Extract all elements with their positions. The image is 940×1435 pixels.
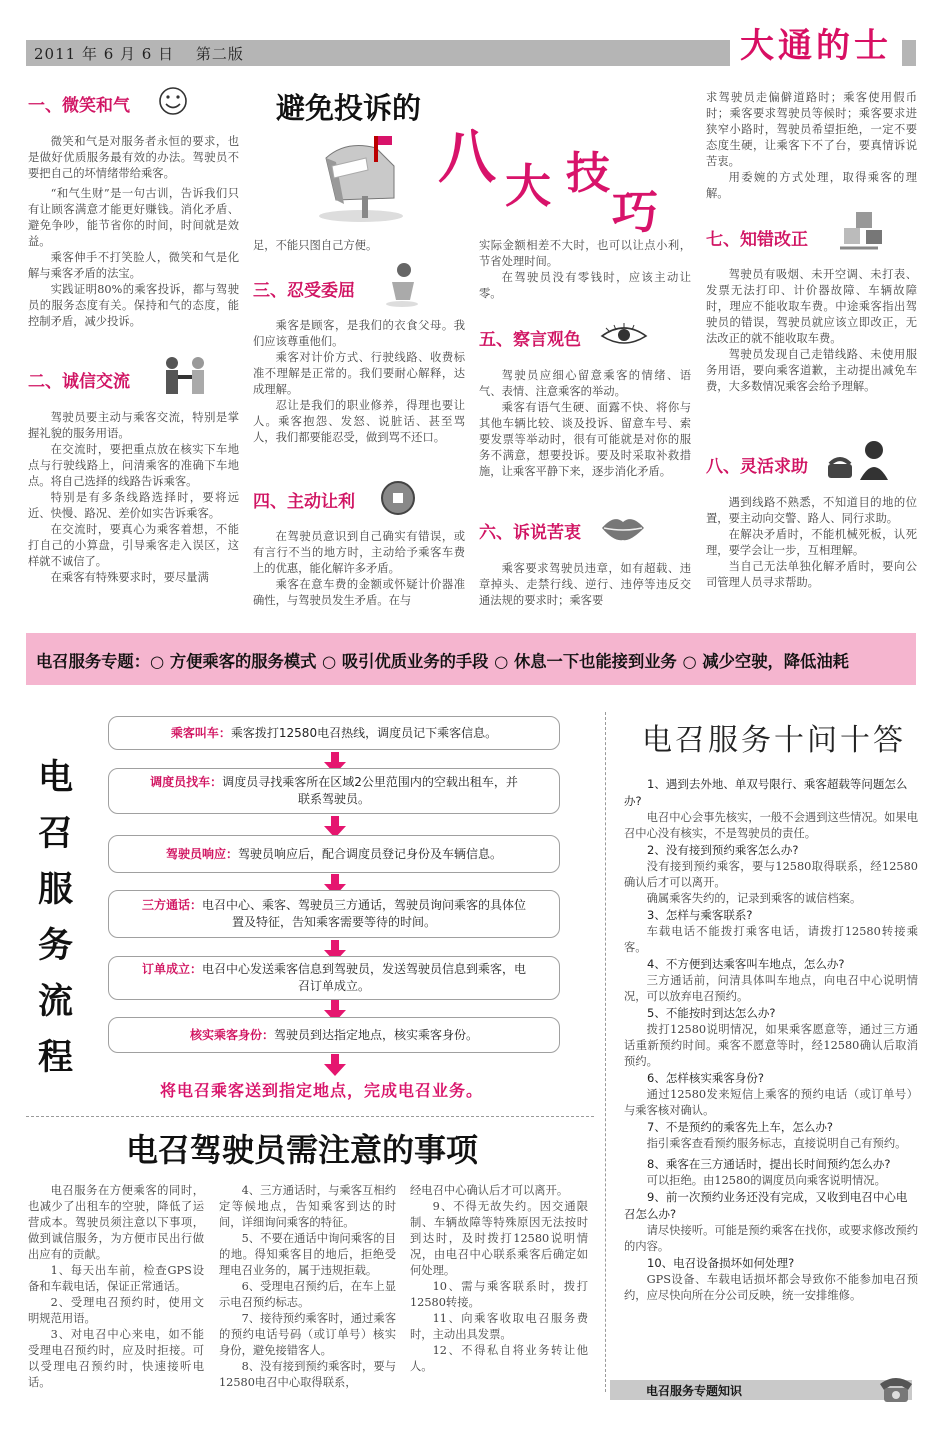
flow-step — [108, 716, 560, 750]
section-3-title: 三、忍受委屈 — [253, 281, 355, 301]
qa-question: 3、怎样与乘客联系? — [647, 908, 753, 922]
smiley-icon — [158, 86, 190, 116]
flow-step-label: 三方通话： — [141, 898, 202, 912]
lips-icon — [600, 512, 646, 542]
divider — [26, 1116, 594, 1117]
flow-step-label: 调度员找车： — [150, 775, 223, 789]
paragraph: 遇到线路不熟悉，不知道目的地的位置，要主动向交警、路人、同行求助。 — [706, 496, 917, 525]
paragraph: 11、向乘客收取电召服务费时，主动出具发票。 — [410, 1312, 588, 1341]
flow-title-char: 服 — [38, 869, 74, 910]
topic-banner-text: 电召服务专题：○ 方便乘客的服务模式 ○ 吸引优质业务的手段 ○ 休息一下也能接到业务 ○ 减少空驶，降低油耗 — [36, 652, 849, 671]
notes-column-3 — [410, 1183, 588, 1375]
qa-list — [624, 776, 918, 1304]
puzzle-hand-icon — [838, 208, 888, 254]
qa-answer: 确属乘客失约的，记录到乘客的诚信档案。 — [646, 892, 862, 905]
mailbox-icon — [306, 128, 416, 228]
eye-icon — [600, 322, 648, 348]
flow-step-text: 驾驶员到达指定地点，核实乘客身份。 — [274, 1027, 479, 1042]
section-2-title: 二、诚信交流 — [28, 372, 130, 392]
section-1-body — [28, 134, 239, 330]
paragraph: 乘客在意车费的金额或怀疑计价器准确性，与驾驶员发生矛盾。在与 — [253, 578, 465, 607]
flow-step-text: 乘客拨打12580电召热线，调度员记下乘客信息。 — [230, 725, 498, 740]
paragraph: 在解决矛盾时，不能机械死板，认死理，要学会让一步，互相理解。 — [706, 528, 917, 557]
notes-title: 电召驾驶员需注意的事项 — [126, 1131, 479, 1169]
paragraph: 3、对电召中心来电，如不能受理电召预约时，应及时拒接。可以受理电召预约时，快速接听电话。 — [28, 1328, 204, 1389]
section-7-title: 七、知错改正 — [706, 230, 808, 250]
qa-answer: 没有接到预约乘客，要与12580取得联系，经12580确认后才可以离开。 — [624, 860, 918, 889]
title-char-4: 巧 — [612, 185, 658, 239]
paragraph: 实践证明80%的乘客投诉，都与驾驶员的服务态度有关。保持和气的态度，能控制矛盾，减少投诉。 — [28, 283, 239, 328]
qa-question: 1、遇到去外地、单双号限行、乘客超载等问题怎么办? — [624, 777, 908, 808]
section-6-body — [479, 561, 691, 609]
newspaper-logo: 大通的士 — [730, 18, 902, 67]
flow-step — [108, 835, 560, 873]
paragraph: 乘客有语气生硬、面露不快、将你与其他车辆比较、谈及投诉、留意车号、索要发票等举动时，很有可能就是对你的服务不满意，想要投诉。要及时采取补救措施，让乘客平静下来，逐步消化矛盾。 — [479, 401, 691, 478]
qa-answer: 可以拒绝。由12580的调度员向乘客说明情况。 — [646, 1174, 886, 1187]
paragraph: 特别是有多条线路选择时，要将远近、快慢、路况、差价如实告诉乘客。 — [28, 491, 239, 520]
paragraph: 乘客对计价方式、行驶线路、收费标准不理解是正常的。我们要耐心解释，达成理解。 — [253, 351, 465, 396]
section-5-body — [479, 368, 691, 480]
paragraph: 乘客是顾客，是我们的衣食父母。我们应该尊重他们。 — [253, 319, 465, 348]
qa-question: 8、乘客在三方通话时，提出长时间预约怎么办? — [647, 1157, 891, 1171]
arrow-down-icon — [324, 1054, 346, 1076]
article-title: 避免投诉的 — [276, 91, 422, 125]
section-2-body — [28, 410, 239, 586]
issue-date: 2011 年 6 月 6 日 第二版 — [34, 45, 244, 63]
paragraph: 驾驶员要主动与乘客交流，特别是掌握礼貌的服务用语。 — [28, 411, 239, 440]
qa-answer: 车载电话不能拨打乘客电话，请拨打12580转接乘客。 — [624, 925, 918, 954]
flow-step — [108, 890, 560, 938]
flow-title-char: 流 — [38, 981, 74, 1022]
paragraph: 10、需与乘客联系时，拨打12580转接。 — [410, 1280, 588, 1309]
paragraph: 6、受理电召预约后，在车上显示电召预约标志。 — [219, 1280, 396, 1309]
qa-question: 9、前一次预约业务还没有完成，又收到电召中心电召怎么办? — [624, 1190, 908, 1221]
paragraph: 在驾驶员意识到自己确实有错误，或有言行不当的地方时，主动给予乘客车费上的优惠，能化解许多矛盾。 — [253, 530, 465, 575]
qa-question: 6、怎样核实乘客身份? — [647, 1071, 764, 1085]
paragraph: 用委婉的方式处理，取得乘客的理解。 — [706, 171, 917, 200]
flow-step — [108, 768, 560, 814]
paragraph: 驾驶员有吸烟、未开空调、未打表、发票无法打印、计价器故障、车辆故障时，理应不能收取车费。中途乘客指出驾驶员的错误，驾驶员就应该立即改正，无法改正的就不能收取车费。 — [706, 268, 917, 345]
qa-answer: GPS设备、车载电话损坏都会导致你不能参加电召预约，应尽快向所在分公司反映，统一安排维修。 — [624, 1273, 918, 1302]
qa-answer: 指引乘客查看预约服务标志，直接说明自己有预约。 — [646, 1137, 907, 1150]
flow-step-label: 订单成立： — [141, 962, 202, 976]
flow-step-text: 电召中心、乘客、驾驶员三方通话，驾驶员询问乘客的具体位置及特征，告知乘客需要等待的时间。 — [202, 898, 527, 929]
qa-question: 7、不是预约的乘客先上车，怎么办? — [647, 1120, 833, 1134]
divider — [605, 712, 606, 1392]
paragraph: 2、受理电召预约时，使用文明规范用语。 — [28, 1296, 204, 1325]
paragraph: 在乘客有特殊要求时，要尽量满 — [50, 571, 209, 584]
flow-step-text: 驾驶员响应后，配合调度员登记身份及车辆信息。 — [238, 846, 503, 861]
qa-question: 5、不能按时到达怎么办? — [647, 1006, 776, 1020]
qa-question: 2、没有接到预约乘客怎么办? — [647, 843, 799, 857]
coin-icon — [380, 480, 416, 516]
section-6-title: 六、诉说苦衷 — [479, 523, 581, 543]
qa-answer: 电召中心会事先核实，一般不会遇到这些情况。如果电召中心没有核实，不是驾驶员的责任。 — [624, 811, 918, 840]
section-1-title: 一、微笑和气 — [28, 96, 130, 116]
section-6-continued — [706, 90, 917, 202]
title-char-2: 大 — [505, 159, 551, 213]
section-8-title: 八、灵活求助 — [706, 457, 808, 477]
paragraph: 电召服务在方便乘客的同时，也减少了出租车的空驶，降低了运营成本。驾驶员须注意以下事项，做到诚信服务，为方便市民出行做出应有的贡献。 — [28, 1184, 204, 1261]
qa-footer-label: 电召服务专题知识 — [646, 1384, 743, 1398]
section-7-body — [706, 267, 917, 395]
title-char-3: 技 — [566, 148, 610, 199]
paragraph: 当自己无法单独化解矛盾时，要向公司管理人员寻求帮助。 — [706, 560, 917, 589]
flow-step-label: 驾驶员响应： — [165, 846, 238, 861]
paragraph: 7、接待预约乘客时，通过乘客的预约电话号码（或订单号）核实身份，避免接错客人。 — [219, 1312, 396, 1357]
paragraph: 5、不要在通话中询问乘客的目的地。得知乘客目的地后，拒绝受理电召业务的，属于违规拒载。 — [219, 1232, 396, 1277]
section-2-continued — [253, 238, 465, 254]
paragraph: 乘客伸手不打笑脸人，微笑和气是化解与乘客矛盾的法宝。 — [28, 251, 239, 280]
flow-step — [108, 1017, 560, 1053]
telephone-person-icon — [826, 438, 892, 482]
title-char-1: 八 — [438, 123, 497, 191]
person-kneeling-icon — [382, 262, 422, 308]
paragraph: 在驾驶员没有零钱时，应该主动让零。 — [479, 271, 691, 300]
flow-title-char: 程 — [38, 1037, 74, 1078]
paragraph: 12、不得私自将业务转让他人。 — [410, 1344, 588, 1373]
paragraph: 1、每天出车前，检查GPS设备和车载电话，保证正常通话。 — [28, 1264, 204, 1293]
notes-column-2 — [219, 1183, 396, 1391]
paragraph: 8、没有接到预约乘客时，要与12580电召中心取得联系， — [219, 1360, 396, 1389]
paragraph: 足，不能只图自己方便。 — [253, 239, 378, 252]
paragraph: 求驾驶员走偏僻道路时；乘客使用假币时；乘客要求驾驶员等候时；乘客要求进狭窄小路时，驾驶员希望拒绝，一定不要态度生硬，让乘客下不了台，要真情诉说苦衷。 — [706, 91, 917, 168]
flow-end-text: 将电召乘客送到指定地点，完成电召业务。 — [160, 1081, 484, 1100]
paragraph: 9、不得无故失约。因交通限制、车辆故障等特殊原因无法按时到达时，及时拨打12580说明情况，由电召中心联系乘客后确定如何处理。 — [410, 1200, 588, 1277]
paragraph: 驾驶员应细心留意乘客的情绪、语气、表情、注意乘客的举动。 — [479, 369, 691, 398]
paragraph: 微笑和气是对服务者永恒的要求，也是做好优质服务最有效的办法。驾驶员不要把自己的坏情绪带给乘客。 — [28, 135, 239, 180]
qa-answer: 通过12580发来短信上乘客的预约电话（或订单号）与乘客核对确认。 — [624, 1088, 918, 1117]
paragraph: 驾驶员发现自己走错线路、未使用服务用语，要向乘客道歉，主动提出减免车费，大多数情况乘客会给予理解。 — [706, 348, 917, 393]
notes-column-1 — [28, 1183, 204, 1391]
flow-step-text: 电召中心发送乘客信息到驾驶员，发送驾驶员信息到乘客，电召订单成立。 — [202, 962, 527, 993]
flow-title-char: 电 — [38, 757, 74, 798]
qa-question: 10、电召设备损坏如何处理? — [647, 1256, 795, 1270]
qa-answer: 请尽快接听。可能是预约乘客在找你，或要求修改预约的内容。 — [624, 1224, 918, 1253]
paragraph: 乘客要求驾驶员违章，如有超载、违章掉头、走禁行线、逆行、违停等违反交通法规的要求时；乘客要 — [479, 562, 691, 607]
flow-step-text: 调度员寻找乘客所在区域2公里范围内的空载出租车，并联系驾驶员。 — [222, 775, 518, 806]
flow-step — [108, 956, 560, 1000]
paragraph: 忍让是我们的职业修养，得理也要让人。乘客抱怨、发怒、说脏话、甚至骂人，我们都要能忍受，做到骂不还口。 — [253, 399, 465, 444]
qa-answer: 三方通话前，问清具体叫车地点，向电召中心说明情况，可以放弃电召预约。 — [624, 974, 918, 1003]
paragraph: 在交流时，要真心为乘客着想，不能打自己的小算盘，引导乘客走入误区，这样就不诚信了。 — [28, 523, 239, 568]
handshake-icon — [160, 355, 210, 397]
section-4-body — [253, 529, 465, 609]
telephone-icon — [876, 1372, 916, 1406]
paragraph: 经电召中心确认后才可以离开。 — [410, 1184, 569, 1197]
section-4-continued — [479, 238, 691, 302]
paragraph: 4、三方通话时，与乘客互相约定等候地点，告知乘客到达的时间，详细询问乘客的特征。 — [219, 1184, 396, 1229]
flow-step-label: 核实乘客身份： — [189, 1027, 274, 1042]
paragraph: 实际金额相差不大时，也可以让点小利，节省处理时间。 — [479, 239, 691, 268]
section-4-title: 四、主动让利 — [253, 492, 355, 512]
section-3-body — [253, 318, 465, 446]
section-8-body — [706, 495, 917, 591]
paragraph: “和气生财”是一句古训，告诉我们只有让顾客满意才能更好赚钱。消化矛盾、避免争吵，能节省你的时间，时间就是效益。 — [28, 187, 239, 248]
qa-question: 4、不方便到达乘客叫车地点，怎么办? — [647, 957, 845, 971]
section-5-title: 五、察言观色 — [479, 330, 581, 350]
flow-title-char: 务 — [38, 925, 74, 966]
qa-answer: 拨打12580说明情况，如果乘客愿意等，通过三方通话重新预约时间。乘客不愿意等时，经12580确认后取消预约。 — [624, 1023, 918, 1068]
flow-title-char: 召 — [38, 813, 74, 854]
paragraph: 在交流时，要把重点放在核实下车地点与行驶线路上，问清乘客的准确下车地点。将自己选择的线路告诉乘客。 — [28, 443, 239, 488]
flow-step-label: 乘客叫车： — [170, 725, 231, 740]
qa-title: 电召服务十问十答 — [642, 723, 906, 758]
